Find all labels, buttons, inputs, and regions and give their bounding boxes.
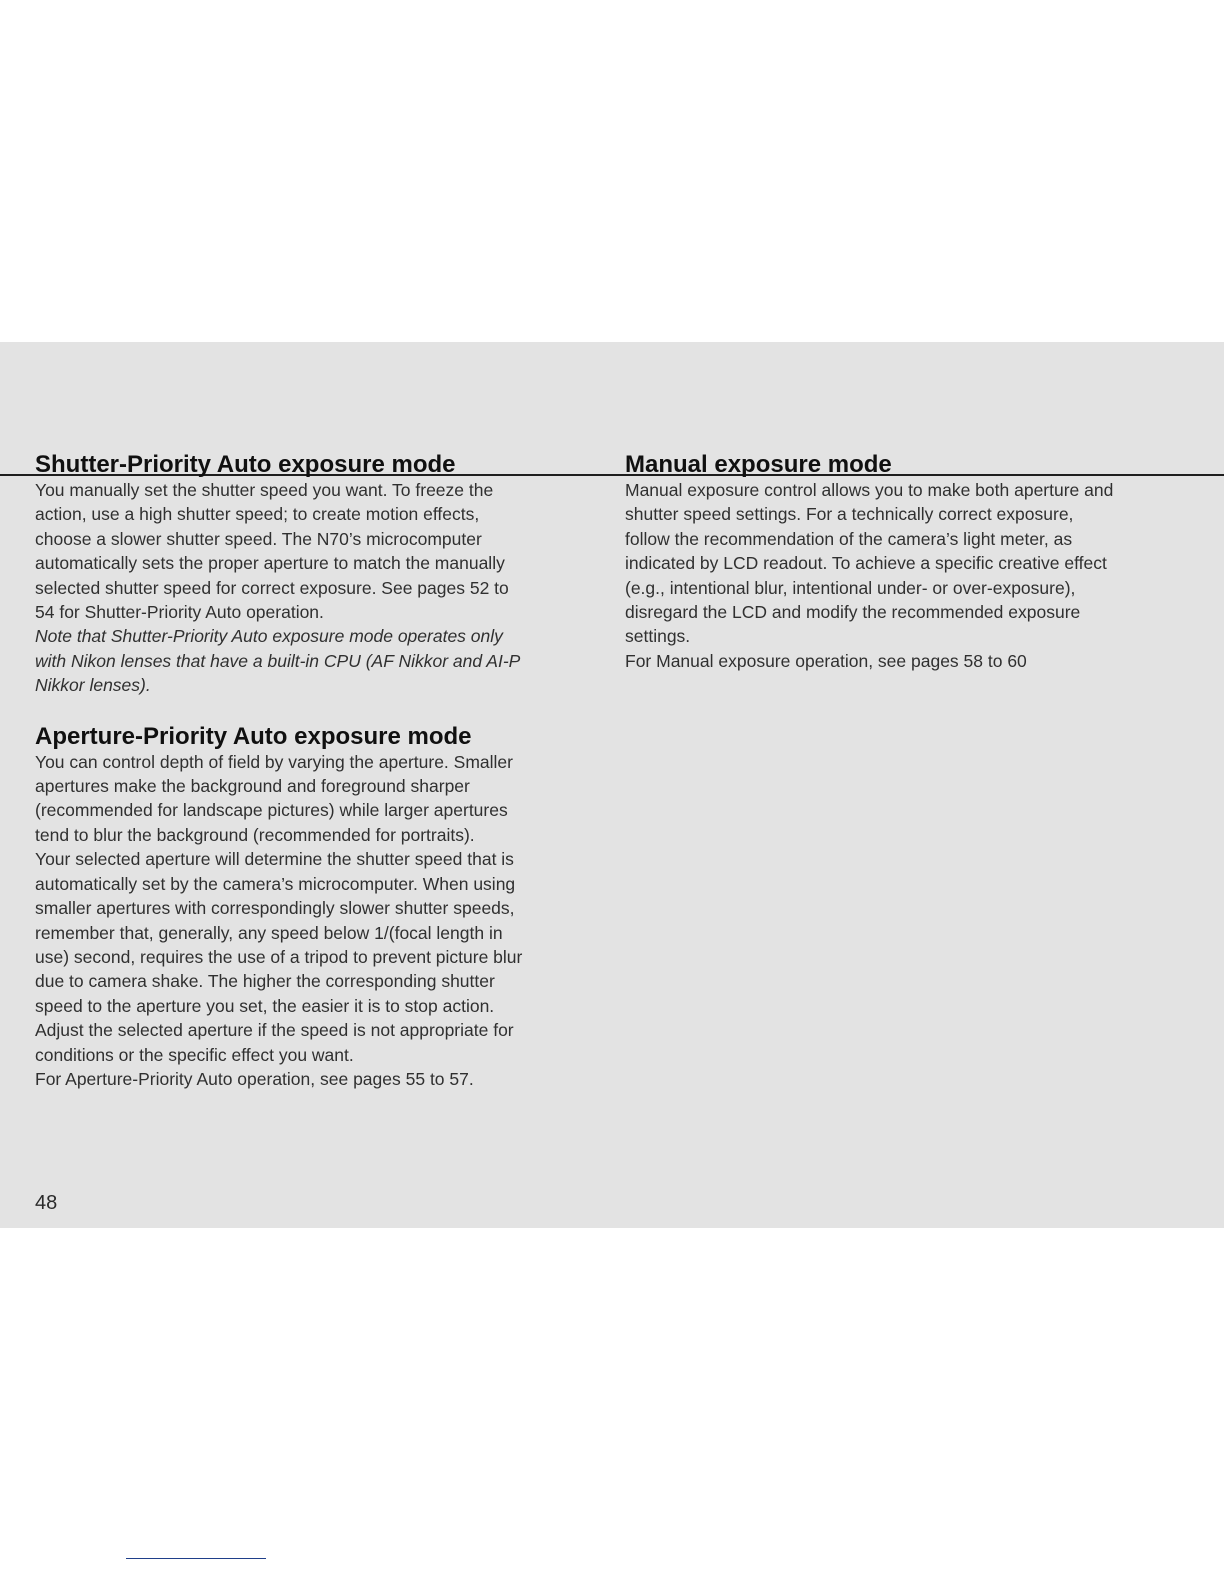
body-line: (recommended for landscape pictures) while larger apertures xyxy=(35,800,508,821)
manual-exposure-body xyxy=(625,478,1205,673)
body-line: follow the recommendation of the camera’s light meter, as xyxy=(625,528,1073,549)
body-line: You manually set the shutter speed you want. To freeze the xyxy=(35,480,494,500)
body-line: selected shutter speed for correct exposure. See pages 52 to xyxy=(35,577,509,598)
body-line: Your selected aperture will determine the shutter speed that is xyxy=(35,849,514,870)
body-line: disregard the LCD and modify the recommended exposure xyxy=(625,602,1081,623)
bottom-rule xyxy=(126,1558,266,1559)
note-line: Note that Shutter-Priority Auto exposure mode operates only xyxy=(35,626,503,647)
body-line: settings. xyxy=(625,626,691,647)
shutter-priority-note xyxy=(35,624,605,697)
body-line: indicated by LCD readout. To achieve a specific creative effect xyxy=(625,553,1107,574)
body-line: Adjust the selected aperture if the speed is not appropriate for xyxy=(35,1020,514,1041)
body-line: shutter speed settings. For a technically correct exposure, xyxy=(625,504,1074,525)
body-line: You can control depth of field by varying the aperture. Smaller xyxy=(35,751,513,772)
body-line: smaller apertures with correspondingly slower shutter speeds, xyxy=(35,898,515,919)
body-line: For Manual exposure operation, see pages 58 to 60 xyxy=(625,650,1027,671)
body-line: remember that, generally, any speed below 1/(focal length in xyxy=(35,922,503,943)
manual-exposure-heading: Manual exposure mode xyxy=(625,451,892,478)
shutter-priority-heading: Shutter-Priority Auto exposure mode xyxy=(35,451,456,478)
right-column xyxy=(625,452,1205,673)
body-line: Manual exposure control allows you to make both aperture and xyxy=(625,480,1114,500)
manual-exposure-section xyxy=(625,452,1205,673)
body-line: automatically set by the camera’s microcomputer. When using xyxy=(35,873,516,894)
body-line: speed to the aperture you set, the easier it is to stop action. xyxy=(35,995,495,1016)
note-line: with Nikon lenses that have a built-in CPU (AF Nikkor and AI-P xyxy=(35,650,521,671)
body-line: 54 for Shutter-Priority Auto operation. xyxy=(35,602,324,623)
shutter-priority-body xyxy=(35,478,605,624)
body-line: (e.g., intentional blur, intentional under- or over-exposure), xyxy=(625,577,1076,598)
body-line: conditions or the specific effect you want. xyxy=(35,1044,354,1065)
body-line: automatically sets the proper aperture to match the manually xyxy=(35,553,505,574)
manual-page xyxy=(0,342,1224,1228)
body-line: due to camera shake. The higher the corresponding shutter xyxy=(35,971,495,992)
page-number: 48 xyxy=(35,1192,58,1214)
left-column xyxy=(35,452,605,1091)
body-line: use) second, requires the use of a tripod to prevent picture blur xyxy=(35,946,523,967)
shutter-priority-section xyxy=(35,452,605,698)
aperture-priority-body xyxy=(35,750,605,1092)
aperture-priority-section xyxy=(35,724,605,1092)
body-line: apertures make the background and foreground sharper xyxy=(35,776,470,797)
note-line: Nikkor lenses). xyxy=(35,675,151,696)
body-line: choose a slower shutter speed. The N70’s microcomputer xyxy=(35,528,482,549)
aperture-priority-heading: Aperture-Priority Auto exposure mode xyxy=(35,722,472,750)
body-line: action, use a high shutter speed; to create motion effects, xyxy=(35,504,480,525)
body-line: tend to blur the background (recommended for portraits). xyxy=(35,824,475,845)
body-line: For Aperture-Priority Auto operation, see pages 55 to 57. xyxy=(35,1068,474,1089)
